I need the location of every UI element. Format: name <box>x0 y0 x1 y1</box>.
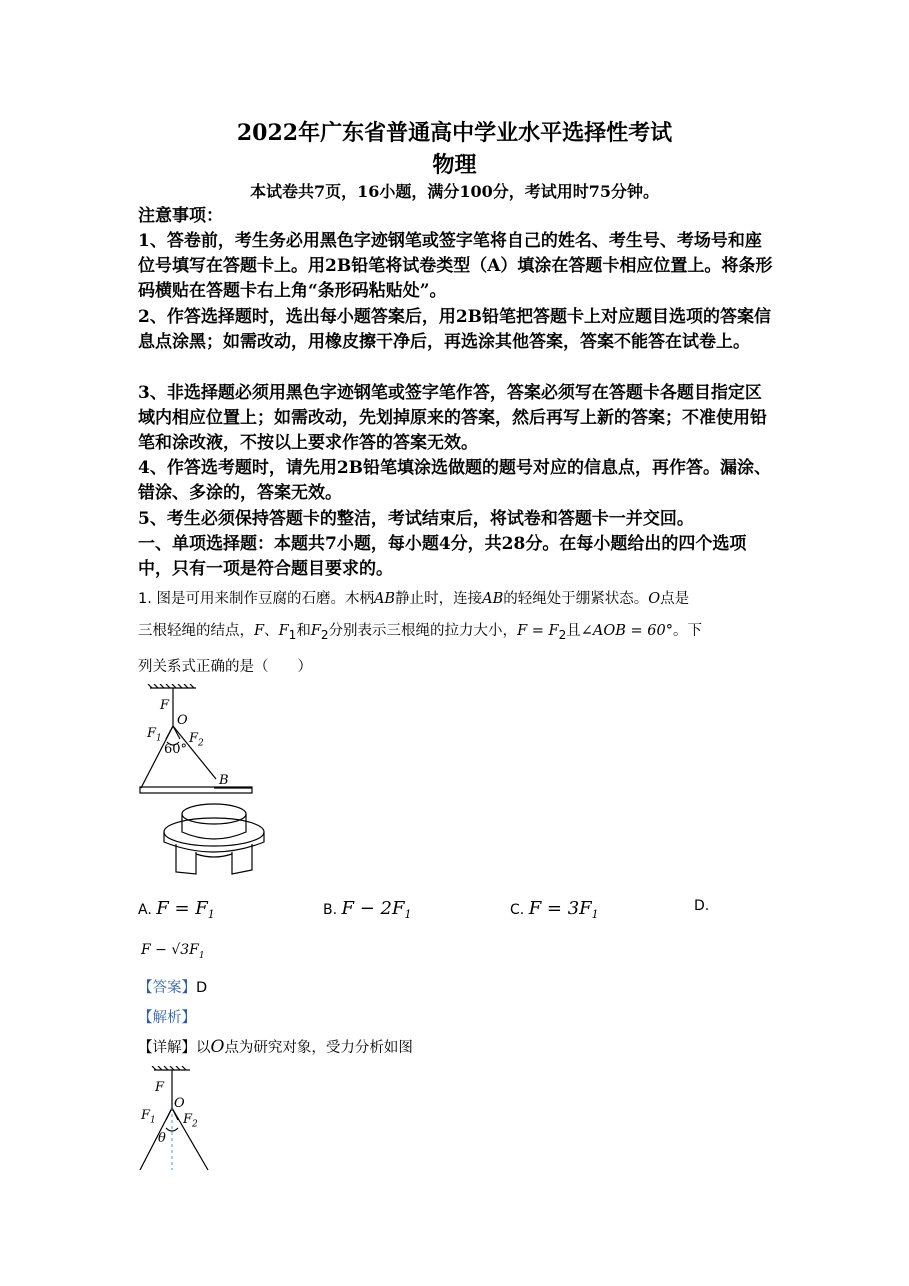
fig2-label-f1: $F_1$ <box>141 1108 156 1126</box>
answer-line: 【答案】D <box>138 980 208 996</box>
fig2-label-o: O <box>174 1096 185 1111</box>
notice-item-4: 4、作答选考题时，请先用2B铅笔填涂选做题的题号对应的信息点，再作答。漏涂、错涂、多涂的，答案无效。 <box>138 458 772 503</box>
fig1-label-f2: $F_2$ <box>189 731 204 749</box>
option-b[interactable]: B. $F - 2F_1$ <box>323 898 412 921</box>
notice-item-5: 5、考生必须保持答题卡的整洁，考试结束后，将试卷和答题卡一并交回。 <box>138 509 694 529</box>
detail-line: 【详解】以O点为研究对象，受力分析如图 <box>138 1037 413 1057</box>
option-d[interactable]: D. <box>694 898 710 914</box>
notice-item-1: 1、答卷前，考生务必用黑色字迹钢笔或签字笔将自己的姓名、考生号、考场号和座位号填写在答题卡上。用2B铅笔将试卷类型（A）填涂在答题卡相应位置上。将条形码横贴在答题卡右上角“条形码粘贴处”。 <box>138 231 773 301</box>
exam-title: 2022年广东省普通高中学业水平选择性考试 <box>236 120 673 146</box>
analysis-tag: 【解析】 <box>138 1010 196 1026</box>
question-1-stem: 1. 图是可用来制作豆腐的石磨。木柄AB静止时，连接AB的轻绳处于绷紧状态。O点是 三根轻绳的结点，F、$F_1$和$F_2$分别表示三根绳的拉力大小，$F = F_2$且∠AOB = 60°。下 列关系式正确的是（ ） <box>138 591 702 675</box>
notice-item-2: 2、作答选择题时，选出每小题答案后，用2B铅笔把答题卡上对应题目选项的答案信息点涂黑；如需改动，用橡皮擦干净后，再选涂其他答案，答案不能答在试卷上。 <box>138 307 772 352</box>
exam-info: 本试卷共7页，16小题，满分100分，考试用时75分钟。 <box>249 182 660 201</box>
section-heading: 一、单项选择题：本题共7小题，每小题4分，共28分。在每小题给出的四个选项中，只有一项是符合题目要求的。 <box>138 534 747 579</box>
notice-item-3: 3、非选择题必须用黑色字迹钢笔或签字笔作答，答案必须写在答题卡各题目指定区域内相应位置上；如需改动，先划掉原来的答案，然后再写上新的答案；不准使用铅笔和涂改液，不按以上要求作答的答案无效。 <box>138 383 767 453</box>
fig1-label-o: O <box>177 713 188 728</box>
option-c[interactable]: C. $F = 3F_1$ <box>510 898 599 921</box>
fig2-label-f2: $F_2$ <box>183 1112 198 1130</box>
fig1-label-f1: $F_1$ <box>147 726 162 744</box>
notice-heading: 注意事项： <box>138 206 223 226</box>
fig1-label-b: B <box>219 773 229 788</box>
option-a[interactable]: A. $F = F_1$ <box>138 898 215 921</box>
option-d-formula: $F - √3F_1$ <box>141 942 205 961</box>
fig1-label-f: F <box>160 698 170 713</box>
fig1-label-angle: 60° <box>164 742 188 757</box>
exam-subject: 物理 <box>432 152 477 178</box>
fig2-label-f: F <box>155 1080 165 1095</box>
millstone-figure <box>136 684 266 884</box>
fig2-label-theta: θ <box>158 1131 166 1146</box>
